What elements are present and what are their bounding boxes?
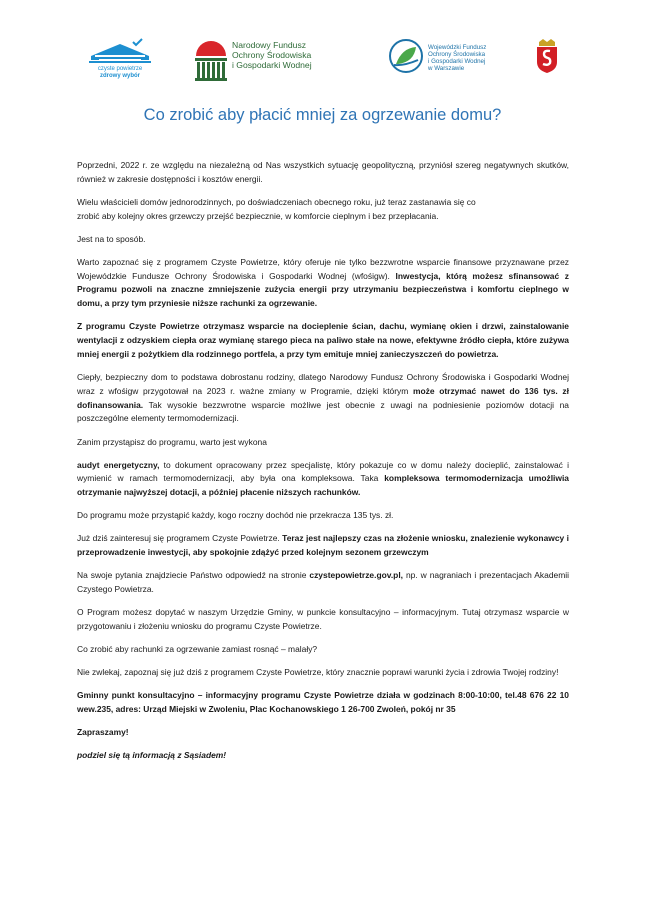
website-link[interactable]: czystepowietrze.gov.pl, (306, 570, 404, 581)
wfosigw-logo (388, 38, 508, 78)
contact-info: Gminny punkt konsultacyjno – informacyjny programu Czyste Powietrze działa w godzinach 8:00-10:00, tel.48 676 22 10 wew.235, adres: Urząd Miejski w Zwoleniu, Plac Kochanowskiego 1 26-700 Zwoleń, pokój nr 35 (77, 690, 569, 715)
page-title: Co zrobić aby płacić mniej za ogrzewanie domu? (143, 106, 502, 124)
paragraph: Warto zapoznać się z programem Czyste Powietrze, który oferuje nie tylko bezzwrotne wsparcie finansowe przyznawane przez Wojewódzkie Fundusze Ochrony Środowiska i Gospodarki Wodnej (wfośigw). Inwestycja, którą możesz sfinansować z Programu pozwoli na znaczne zmniejszenie zużycia energii przy utrzymaniu bezpieczeństwa i komfortu cieplnego w domu, a przy tym przyniesie niższe rachunki za ogrzewanie. (77, 256, 570, 309)
paragraph: Zanim przystąpisz do programu, warto jest wykona (77, 436, 267, 447)
wfosigw-name: Wojewódzki Fundusz Ochrony Środowiska i Gospodarki Wodnej w Warszawie (428, 44, 487, 72)
paragraph: audyt energetyczny, to dokument opracowany przez specjalistę, który pokazuje co w domu należy docieplić, zainstalować i wymienić w ramach termomodernizacji, aby była ona kompleksowa. Taka kompleksowa termomodernizacja umożliwia otrzymanie najwyższej dotacji, a później płacenie niższych rachunków. (77, 459, 569, 498)
czyste-powietrze-logo (85, 38, 155, 78)
paragraph: Co zrobić aby rachunki za ogrzewanie zamiast rosnąć – malały? (77, 644, 318, 655)
zdrowy-wybor-text: zdrowy wybór (99, 73, 140, 79)
paragraph: Na swoje pytania znajdziecie Państwo odpowiedź na stronie czystepowietrze.gov.pl, np. w nagraniach i prezentacjach Akademii Czystego Powietrza. (77, 570, 569, 595)
paragraph: Poprzedni, 2022 r. ze względu na niezależną od Nas wszystkich sytuację geopolityczną, przyniósł szereg negatywnych skutków, również w zakresie dostępności i kosztów energii. (77, 160, 569, 184)
paragraph: Nie zwlekaj, zapoznaj się już dziś z programem Czyste Powietrze, który znacznie poprawi warunki życia i zdrowia Twojej rodziny! (77, 667, 559, 678)
share-note: podziel się tą informacją z Sąsiadem! (77, 750, 227, 761)
house-icon (85, 38, 155, 66)
nfosigw-logo (192, 34, 332, 84)
article-body (77, 159, 569, 772)
paragraph: Już dziś zainteresuj się programem Czyste Powietrze. Teraz jest najlepszy czas na złożenie wniosku, znalezienie wykonawcy i przeprowadzenie inwestycji, aby spokojnie zdążyć przed kolejnym sezonem grzewczym (77, 533, 569, 558)
coat-of-arms-icon (535, 38, 559, 74)
nfosigw-name: Narodowy Fundusz Ochrony Środowiska i Gospodarki Wodnej (232, 40, 312, 70)
czyste-powietrze-text: czyste powietrze (97, 66, 143, 72)
paragraph: Ciepły, bezpieczny dom to podstawa dobrostanu rodziny, dlatego Narodowy Fundusz Ochrony Środowiska i Gospodarki Wodnej wraz z wfośigw przygotował na 2023 r. ważne zmiany w Programie, dzięki którym może otrzymać nawet do 136 tys. zł dofinansowania. Tak wysokie bezzwrotne wsparcie możliwe jest obecnie z uwagi na podniesienie poziomów dotacji na poszczególne elementy termomodernizacji. (77, 372, 569, 424)
nfosigw-emblem-icon (192, 34, 230, 82)
logo-bar (0, 32, 645, 92)
paragraph: O Program możesz dopytać w naszym Urzędzie Gminy, w punkcie konsultacyjno – informacyjnym. Tutaj otrzymasz wsparcie w przygotowaniu i złożeniu wniosku do programu Czyste Powietrze. (77, 607, 569, 631)
paragraph: Z programu Czyste Powietrze otrzymasz wsparcie na docieplenie ścian, dachu, wymianę okien i drzwi, zainstalowanie wentylacji z odzyskiem ciepła oraz wymianę starego pieca na paliwo stałe na nowe, efektywne źródło ciepła, które zużywa mniej energii z pożytkiem dla rodzinnego portfela, a przy tym emituje mniej zanieczyszczeń do powietrza. (77, 321, 569, 359)
paragraph: Jest na to sposób. (77, 233, 146, 244)
closing-greeting: Zapraszamy! (77, 727, 129, 738)
wfosigw-emblem-icon (388, 38, 424, 74)
paragraph: Wielu właścicieli domów jednorodzinnych, po doświadczeniach obecnego roku, już teraz zastanawia się co zrobić aby kolejny okres grzewczy przejść bezpiecznie, w komforcie cieplnym i bez przepłacania. (77, 196, 476, 221)
paragraph: Do programu może przystąpić każdy, kogo roczny dochód nie przekracza 135 tys. zł. (77, 510, 394, 521)
